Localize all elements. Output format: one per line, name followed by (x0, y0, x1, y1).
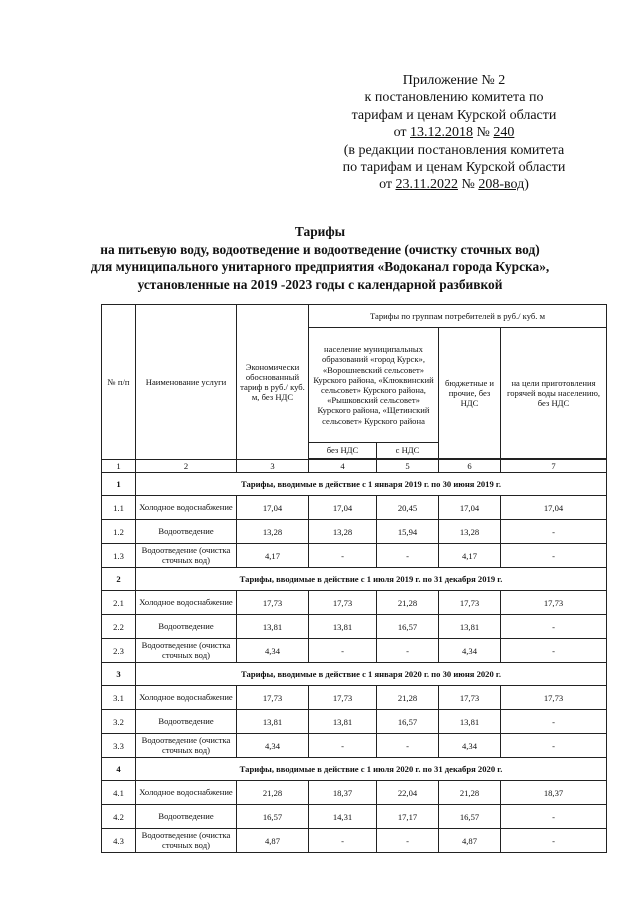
tariffs-table (101, 304, 607, 853)
tariff-value: 13,81 (237, 615, 309, 639)
tariff-value: 17,04 (501, 496, 607, 520)
section-number: 1 (102, 473, 136, 496)
table-row (102, 829, 607, 853)
table-row (102, 805, 607, 829)
service-name: Водоотведение (очистка сточных вод) (136, 639, 237, 663)
tariff-value: 13,81 (439, 710, 501, 734)
tariff-value: - (377, 544, 439, 568)
tariff-value: - (501, 615, 607, 639)
title-line: на питьевую воду, водоотведение и водоотведение (очистку сточных вод) (100, 241, 540, 257)
appendix-line: к постановлению комитета по (364, 90, 544, 106)
tariff-value: 21,28 (377, 591, 439, 615)
tariff-value: - (501, 805, 607, 829)
section-number: 3 (102, 663, 136, 686)
section-row (102, 663, 607, 686)
appendix-text: № (473, 125, 494, 141)
row-number: 2.3 (102, 639, 136, 663)
tariff-value: - (377, 829, 439, 853)
tariff-value: - (309, 639, 377, 663)
appendix-block (300, 72, 608, 194)
tariff-value: 15,94 (377, 520, 439, 544)
tariff-value: 17,73 (309, 591, 377, 615)
table-row (102, 781, 607, 805)
table-row (102, 615, 607, 639)
tariff-value: - (501, 829, 607, 853)
tariff-value: 4,17 (439, 544, 501, 568)
tariff-value: 4,87 (237, 829, 309, 853)
table-row (102, 734, 607, 758)
tariff-value: 17,73 (237, 686, 309, 710)
service-name: Водоотведение (очистка сточных вод) (136, 544, 237, 568)
tariff-value: - (501, 544, 607, 568)
tariff-value: 4,87 (439, 829, 501, 853)
header-economic-tariff: Экономически обоснованный тариф в руб./ куб. м, без НДС (237, 305, 309, 460)
amendment-date: 23.11.2022 (395, 177, 458, 193)
tariff-value: 20,45 (377, 496, 439, 520)
header-budget: бюджетные и прочие, без НДС (439, 328, 501, 459)
column-number: 2 (136, 460, 237, 473)
column-number: 1 (102, 460, 136, 473)
service-name: Холодное водоснабжение (136, 496, 237, 520)
tariff-value: 18,37 (501, 781, 607, 805)
header-with-vat: с НДС (377, 443, 439, 459)
header-without-vat: без НДС (309, 443, 377, 459)
row-number: 1.1 (102, 496, 136, 520)
tariff-value: 17,17 (377, 805, 439, 829)
table-row (102, 639, 607, 663)
tariff-value: 13,28 (309, 520, 377, 544)
row-number: 3.3 (102, 734, 136, 758)
tariff-value: 17,73 (237, 591, 309, 615)
tariff-value: 18,37 (309, 781, 377, 805)
tariff-value: 16,57 (377, 615, 439, 639)
section-title: Тарифы, вводимые в действие с 1 июля 2019 г. по 31 декабря 2019 г. (136, 568, 607, 591)
section-title: Тарифы, вводимые в действие с 1 июля 2020 г. по 31 декабря 2020 г. (136, 758, 607, 781)
header-hot-water: на цели приготовления горячей воды населению, без НДС (501, 328, 607, 459)
appendix-line (300, 124, 608, 141)
service-name: Холодное водоснабжение (136, 686, 237, 710)
tariff-value: 13,81 (237, 710, 309, 734)
service-name: Водоотведение (136, 520, 237, 544)
service-name: Холодное водоснабжение (136, 591, 237, 615)
title-line: Тарифы (294, 224, 346, 239)
row-number: 3.1 (102, 686, 136, 710)
table-row (102, 686, 607, 710)
appendix-line: Приложение № 2 (402, 73, 506, 88)
column-number-row (102, 460, 607, 473)
row-number: 1.3 (102, 544, 136, 568)
service-name: Водоотведение (136, 805, 237, 829)
table-row (102, 591, 607, 615)
section-row (102, 568, 607, 591)
appendix-line: тарифам и ценам Курской области (351, 107, 557, 123)
tariff-value: - (501, 710, 607, 734)
service-name: Водоотведение (очистка сточных вод) (136, 734, 237, 758)
tariff-value: 13,28 (439, 520, 501, 544)
tariff-value: 16,57 (377, 710, 439, 734)
tariff-value: 4,17 (237, 544, 309, 568)
tariff-value: 4,34 (237, 734, 309, 758)
tariff-value: - (501, 520, 607, 544)
tariff-value: 16,57 (237, 805, 309, 829)
header-consumer-groups: Тарифы по группам потребителей в руб./ куб. м (309, 305, 607, 328)
table-row (102, 710, 607, 734)
service-name: Холодное водоснабжение (136, 781, 237, 805)
appendix-line: по тарифам и ценам Курской области (342, 160, 566, 176)
service-name: Водоотведение (136, 710, 237, 734)
tariff-value: 17,73 (501, 591, 607, 615)
tariff-value: - (501, 734, 607, 758)
column-number: 5 (377, 460, 439, 473)
tariff-value: 17,04 (309, 496, 377, 520)
appendix-text: от (379, 177, 396, 193)
tariff-value: 4,34 (237, 639, 309, 663)
table-row (102, 520, 607, 544)
tariff-value: 17,73 (309, 686, 377, 710)
document-title (40, 223, 600, 293)
service-name: Водоотведение (136, 615, 237, 639)
section-title: Тарифы, вводимые в действие с 1 января 2020 г. по 30 июня 2020 г. (136, 663, 607, 686)
table-row (102, 544, 607, 568)
service-name: Водоотведение (очистка сточных вод) (136, 829, 237, 853)
column-number: 3 (237, 460, 309, 473)
section-title: Тарифы, вводимые в действие с 1 января 2019 г. по 30 июня 2019 г. (136, 473, 607, 496)
header-service: Наименование услуги (136, 305, 237, 460)
column-number: 7 (501, 460, 607, 473)
section-number: 2 (102, 568, 136, 591)
tariff-value: 16,57 (439, 805, 501, 829)
amendment-number: 208-вод (478, 177, 525, 193)
tariff-value: 13,81 (309, 710, 377, 734)
row-number: 4.2 (102, 805, 136, 829)
row-number: 2.1 (102, 591, 136, 615)
appendix-text: № (457, 177, 479, 193)
table-row (102, 496, 607, 520)
tariff-value: 17,73 (501, 686, 607, 710)
header-num: № п/п (102, 305, 136, 460)
tariff-value: - (309, 829, 377, 853)
tariff-value: - (309, 734, 377, 758)
decree-number: 240 (493, 125, 515, 141)
tariff-value: 17,04 (439, 496, 501, 520)
header-population: население муниципальных образований «город Курск», «Ворошневский сельсовет» Курского района, «Клюквинский сельсовет» Курского района, «Рышковский сельсовет» Курского района, «Щетинский сельсовет» Курского района (309, 328, 439, 443)
tariff-value: 17,73 (439, 686, 501, 710)
tariff-value: 21,28 (237, 781, 309, 805)
row-number: 4.3 (102, 829, 136, 853)
appendix-line (300, 176, 608, 193)
tariff-value: 13,81 (439, 615, 501, 639)
section-row (102, 758, 607, 781)
column-number: 4 (309, 460, 377, 473)
row-number: 2.2 (102, 615, 136, 639)
tariff-value: - (377, 734, 439, 758)
tariff-value: 22,04 (377, 781, 439, 805)
appendix-text: от (393, 125, 411, 141)
appendix-text: ) (524, 177, 529, 193)
tariff-value: - (309, 544, 377, 568)
row-number: 3.2 (102, 710, 136, 734)
row-number: 1.2 (102, 520, 136, 544)
tariff-value: 17,73 (439, 591, 501, 615)
tariff-value: - (501, 639, 607, 663)
tariff-value: 13,81 (309, 615, 377, 639)
tariff-value: 14,31 (309, 805, 377, 829)
appendix-line: (в редакции постановления комитета (343, 142, 565, 158)
tariff-value: 4,34 (439, 639, 501, 663)
title-line: для муниципального унитарного предприятия «Водоканал города Курска», (90, 259, 550, 275)
tariff-value: 21,28 (377, 686, 439, 710)
section-number: 4 (102, 758, 136, 781)
row-number: 4.1 (102, 781, 136, 805)
tariff-value: 17,04 (237, 496, 309, 520)
decree-date: 13.12.2018 (410, 125, 474, 141)
tariff-value: - (377, 639, 439, 663)
tariff-value: 21,28 (439, 781, 501, 805)
title-line: установленные на 2019 -2023 годы с календарной разбивкой (137, 276, 503, 292)
section-row (102, 473, 607, 496)
tariff-value: 4,34 (439, 734, 501, 758)
tariff-value: 13,28 (237, 520, 309, 544)
column-number: 6 (439, 460, 501, 473)
